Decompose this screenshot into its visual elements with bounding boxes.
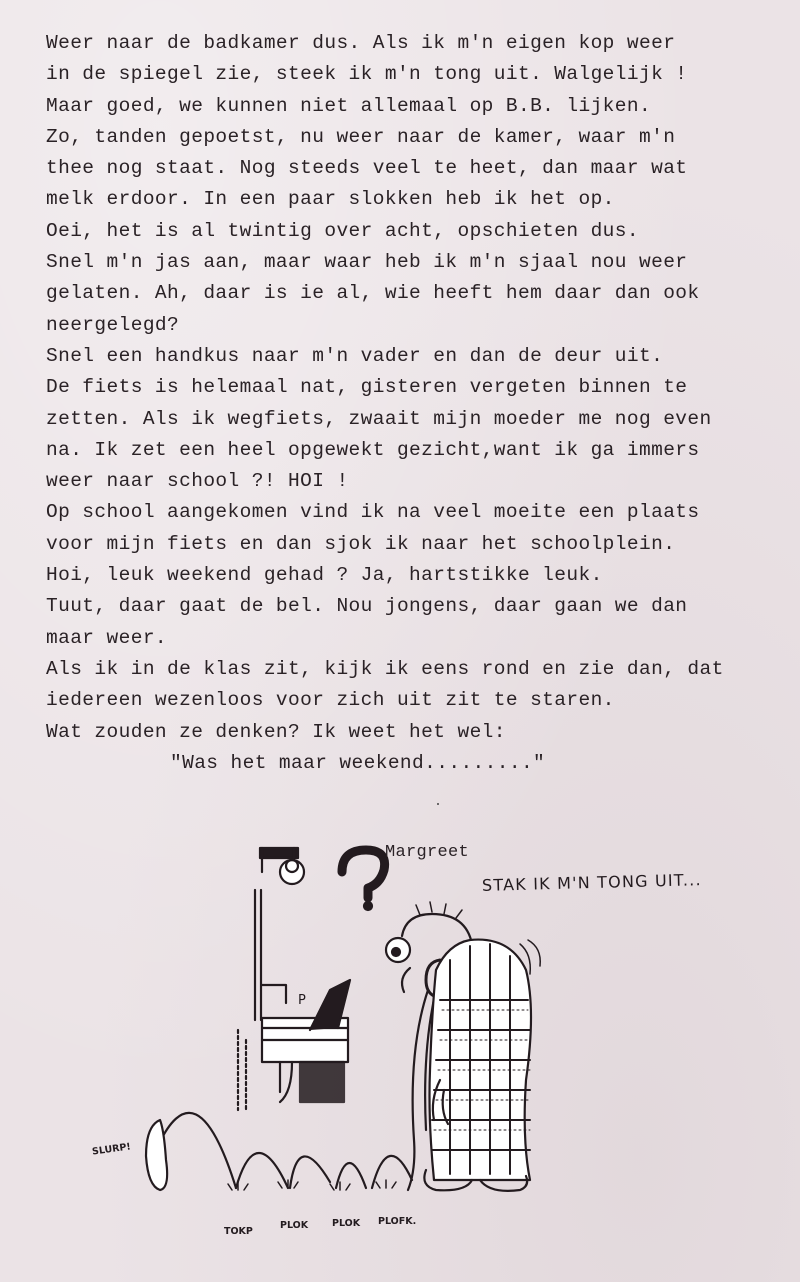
story-line: Oei, het is al twintig over acht, opschieten dus. xyxy=(46,219,639,242)
story-line: na. Ik zet een heel opgewekt gezicht,want ik ga immers xyxy=(46,438,700,461)
story-line: weer naar school ?! HOI ! xyxy=(46,470,349,493)
story-line: maar weer. xyxy=(46,626,168,649)
story-line: Wat zouden ze denken? Ik weet het wel: xyxy=(46,720,506,743)
splat-marks xyxy=(228,1180,396,1190)
story-line: Zo, tanden gepoetst, nu weer naar de kamer, waar m'n xyxy=(46,125,676,148)
story-text xyxy=(46,28,786,779)
sfx-plok: PLOK xyxy=(280,1220,309,1231)
story-line: neergelegd? xyxy=(46,313,180,336)
story-line: De fiets is helemaal nat, gisteren vergeten binnen te xyxy=(46,376,688,399)
sfx-slurp: SLURP! xyxy=(91,1141,132,1158)
sfx-plok: PLOK xyxy=(332,1218,361,1229)
story-line: Weer naar de badkamer dus. Als ik m'n eigen kop weer xyxy=(46,32,676,54)
mirror-icon xyxy=(255,890,286,1020)
story-line: in de spiegel zie, steek ik m'n tong uit. Walgelijk ! xyxy=(46,63,688,86)
question-mark-icon xyxy=(342,850,385,910)
story-line: Maar goed, we kunnen niet allemaal op B.B. lijken. xyxy=(46,94,652,117)
story-line: Snel een handkus naar m'n vader en dan de deur uit. xyxy=(46,344,664,367)
story-line: Snel m'n jas aan, maar waar heb ik m'n sjaal nou weer xyxy=(46,251,688,274)
lamp-icon xyxy=(260,848,304,884)
svg-text:P: P xyxy=(298,993,306,1008)
story-line: voor mijn fiets en dan sjok ik naar het schoolplein. xyxy=(46,532,676,555)
story-line: gelaten. Ah, daar is ie al, wie heeft hem daar dan ook xyxy=(46,282,700,305)
ink-speck xyxy=(437,803,439,805)
story-line: iedereen wezenloos voor zich uit zit te staren. xyxy=(46,689,615,712)
bathrobe xyxy=(424,940,540,1191)
story-line: Op school aangekomen vind ik na veel moeite een plaats xyxy=(46,501,700,524)
story-line: Als ik in de klas zit, kijk ik eens rond en zie dan, dat xyxy=(46,657,724,680)
sfx-plofk: PLOFK. xyxy=(378,1216,417,1227)
story-line: zetten. Als ik wegfiets, zwaait mijn moeder me nog even xyxy=(46,407,712,430)
cartoon-caption: STAK IK M'N TONG UIT... xyxy=(481,870,702,895)
story-line: Tuut, daar gaat de bel. Nou jongens, daar gaan we dan xyxy=(46,595,688,618)
story-line: thee nog staat. Nog steeds veel te heet, dan maar wat xyxy=(46,157,688,180)
sfx-tokp: TOKP xyxy=(224,1226,253,1237)
closing-quote: "Was het maar weekend........." xyxy=(170,751,546,774)
story-line: melk erdoor. In een paar slokken heb ik het op. xyxy=(46,188,615,211)
story-line: Hoi, leuk weekend gehad ? Ja, hartstikke leuk. xyxy=(46,564,603,587)
artist-signature: Margreet xyxy=(385,843,470,862)
